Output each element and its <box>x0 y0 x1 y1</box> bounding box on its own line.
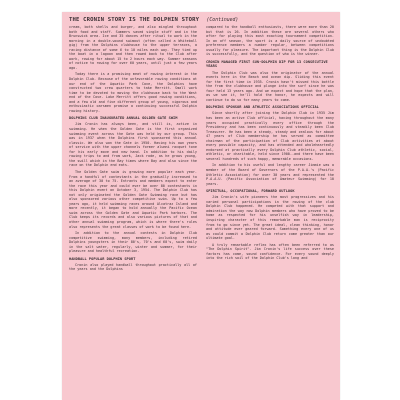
paragraph: Cronin also played handball throughout practically all of the years and the Dolphins <box>69 262 197 272</box>
paragraph: In addition to his useful and lengthy career Jimmie was a member of the Board of Governors of the P.A.A.'s (Pacific Athletic Association) for over 30 years and represented the P.A.A.U. (Pacific Association of Amateur Swimming) for 10 years. <box>206 163 334 186</box>
section-heading: DOLPHINS CLUB INAUGURATED ANNUAL GOLDEN GATE SWIM <box>69 116 178 121</box>
page-header <box>69 16 334 25</box>
section-heading: DOLPHINS SPONSOR AND ATHLETIC ASSOCIATIONS OFFICIAL <box>206 105 319 110</box>
right-column <box>206 25 334 394</box>
paragraph: Jim Cronin's wife pioneers the most progressives and his varied personal participations in the rowing of the club Dolphin Club happened. He competed with that support and admiration the way now Dolphin members who have proved to be home as respected for his unselfish way in leadership, inspiring character of this remarkable man is reciprocity from to go since yet. The great ideal, clean thinking, honor and attitude ever geared forward. Something every one of us as could commit a Dolphin Club return come greater than our ultimate goal. <box>206 195 334 241</box>
paragraph: cream, both shells and burger, and also mingled throughout both food and staff. Summers saved single stuff and in the Brunswick area. Ice and 35 dances after ritual to work in the morning in a double-wound swimout (often called a Whiteball gig) from the Dolphins clubhouse to the upper terraces, a racing distance of some 6 to 10 miles each way. They tied up the boat in a lagoon and then rowed back to the Club after work, rowing for about 15 to 2 hours each way. Summer seasons of notice to rowing for over 60 years, until just a few years ago. <box>69 25 197 70</box>
paragraph: The Golden Gate swim is growing more popular each year. From a handful of contestants in the gradually increased to an average of 30 to 75. Entrants and members expect to enter the race this year and could ever be over 80 contestants in this Dolphin event on October 3, 1954. The Dolphin Club has not only originated the Golden Gate Swimming race but has also sponsored various other competitive swim. Up to a few years ago, it held swimming races around Alcatraz Island and more recently, it began to hold annually the Pacific Ocean swim across the Golden Gate and Aquatic Park harbors. The Club keeps its records and also various pictures of that and other annual swimming program, which is where there's rules also represents the great classes of work to be found here. <box>69 169 197 229</box>
paragraph: The Dolphin Club was also the originator of the annual events here in the Beach and ocean dip. Sliding this event for the first time in 1935. Cronin hasn't missed this bottle the from the clubhouse and plunge into the surf since he was four held 13 years ago. And we expect and hope that the plan, as we see it, he'll hold the honor, he expects and will continue to do so for many years to come. <box>206 70 334 102</box>
left-column <box>69 25 197 394</box>
paragraph: A truly remarkable reflex has often been referred to as "The Dolphin Spirit". Jim Cronin's life success over these factors has come, sound confidence. For every sound deeply into the rich soil of the Dolphin Club's long and <box>206 242 334 261</box>
section-heading: HANDBALL POPULAR DOLPHIN SPORT <box>69 256 136 261</box>
section-heading: CRONIN MANAGED FIRST SUN-DOLPHIN DIP FOR 13 CONSECUTIVE YEARS <box>206 59 328 69</box>
newsletter-page <box>62 12 340 400</box>
continued-label: (Continued) <box>206 18 239 23</box>
paragraph: Since shortly after joining the Dolphin Club in 1935 Jim has been an active Club official, having throughout the many years occupied practically every office through the Presidency and has been continuously and steadily been Club Treasurer. He has been a steady, steady and zealous for about 47 years of Club membership he has served as committee chairman of the participation of Club activities at about every possible capacity, and has attended and wholeheartedly endorsed at practically every Dolphin Club athletic, social, athletic, or charitable, held since 1900--and there have been several hundreds of such happy, memorable occasions. <box>206 111 334 161</box>
paragraph: In addition to the annual contests in Dolphin Club competitive swimming, many members, including retired Dolphins youngsters in their 80's, 70's and 60's, swim daily in the salt water, regularly, winter and summer, for their pleasure and healthful recreation. <box>69 231 197 254</box>
section-heading: SPIRITUAL, OCCUPATIONAL, FORWARD OUTLOOK <box>206 189 295 194</box>
paragraph: Jim Cronin has always been, and still is, active in swimming. He when the Golden Gate is the first organized swimming event across the Gate was held by our group. This was in 1937 when the Dolphins first sponsored this annual classic. We also won the Gate in 1950. Having his own years of service with the upper channels former alumni racquet tone for his early move and new hand. In addition to his daily rowing trips to and from work, Jack rode, as he grows young, the swill which in the Bay times where Bay and also since the race on the Dolphin end eats. <box>69 122 197 168</box>
article-title: THE CRONIN STORY IS THE DOLPHIN STORY <box>69 17 200 23</box>
paragraph: compared to the handball enthusiasts, there were more than 20 but that is 26. In addition these are several others who after for playing this most exacting tournament competition. In an off season, the sport is a daily source of undoubted preference members a number regular, between competitions usually for pleasure. The important thing is the Dolphin Club is successfully, and the question of who is the winner. <box>206 25 334 57</box>
paragraph: Today there is a promising meat of rowing interest in the Dolphin Club. Because of the unfavorable rowing conditions at our end of the Aquatic Park Cove, the Dolphins have constructed two crew quarters to take Merritt. Small work time to be devoted to moving the clubhouse back to the West end of the Cove. Lake Merritt offers good rowing conditions, and a few old and five different group of young, vigorous and enthusiastic oarsmen promise a continuing successful Dolphin rowing history. <box>69 72 197 113</box>
